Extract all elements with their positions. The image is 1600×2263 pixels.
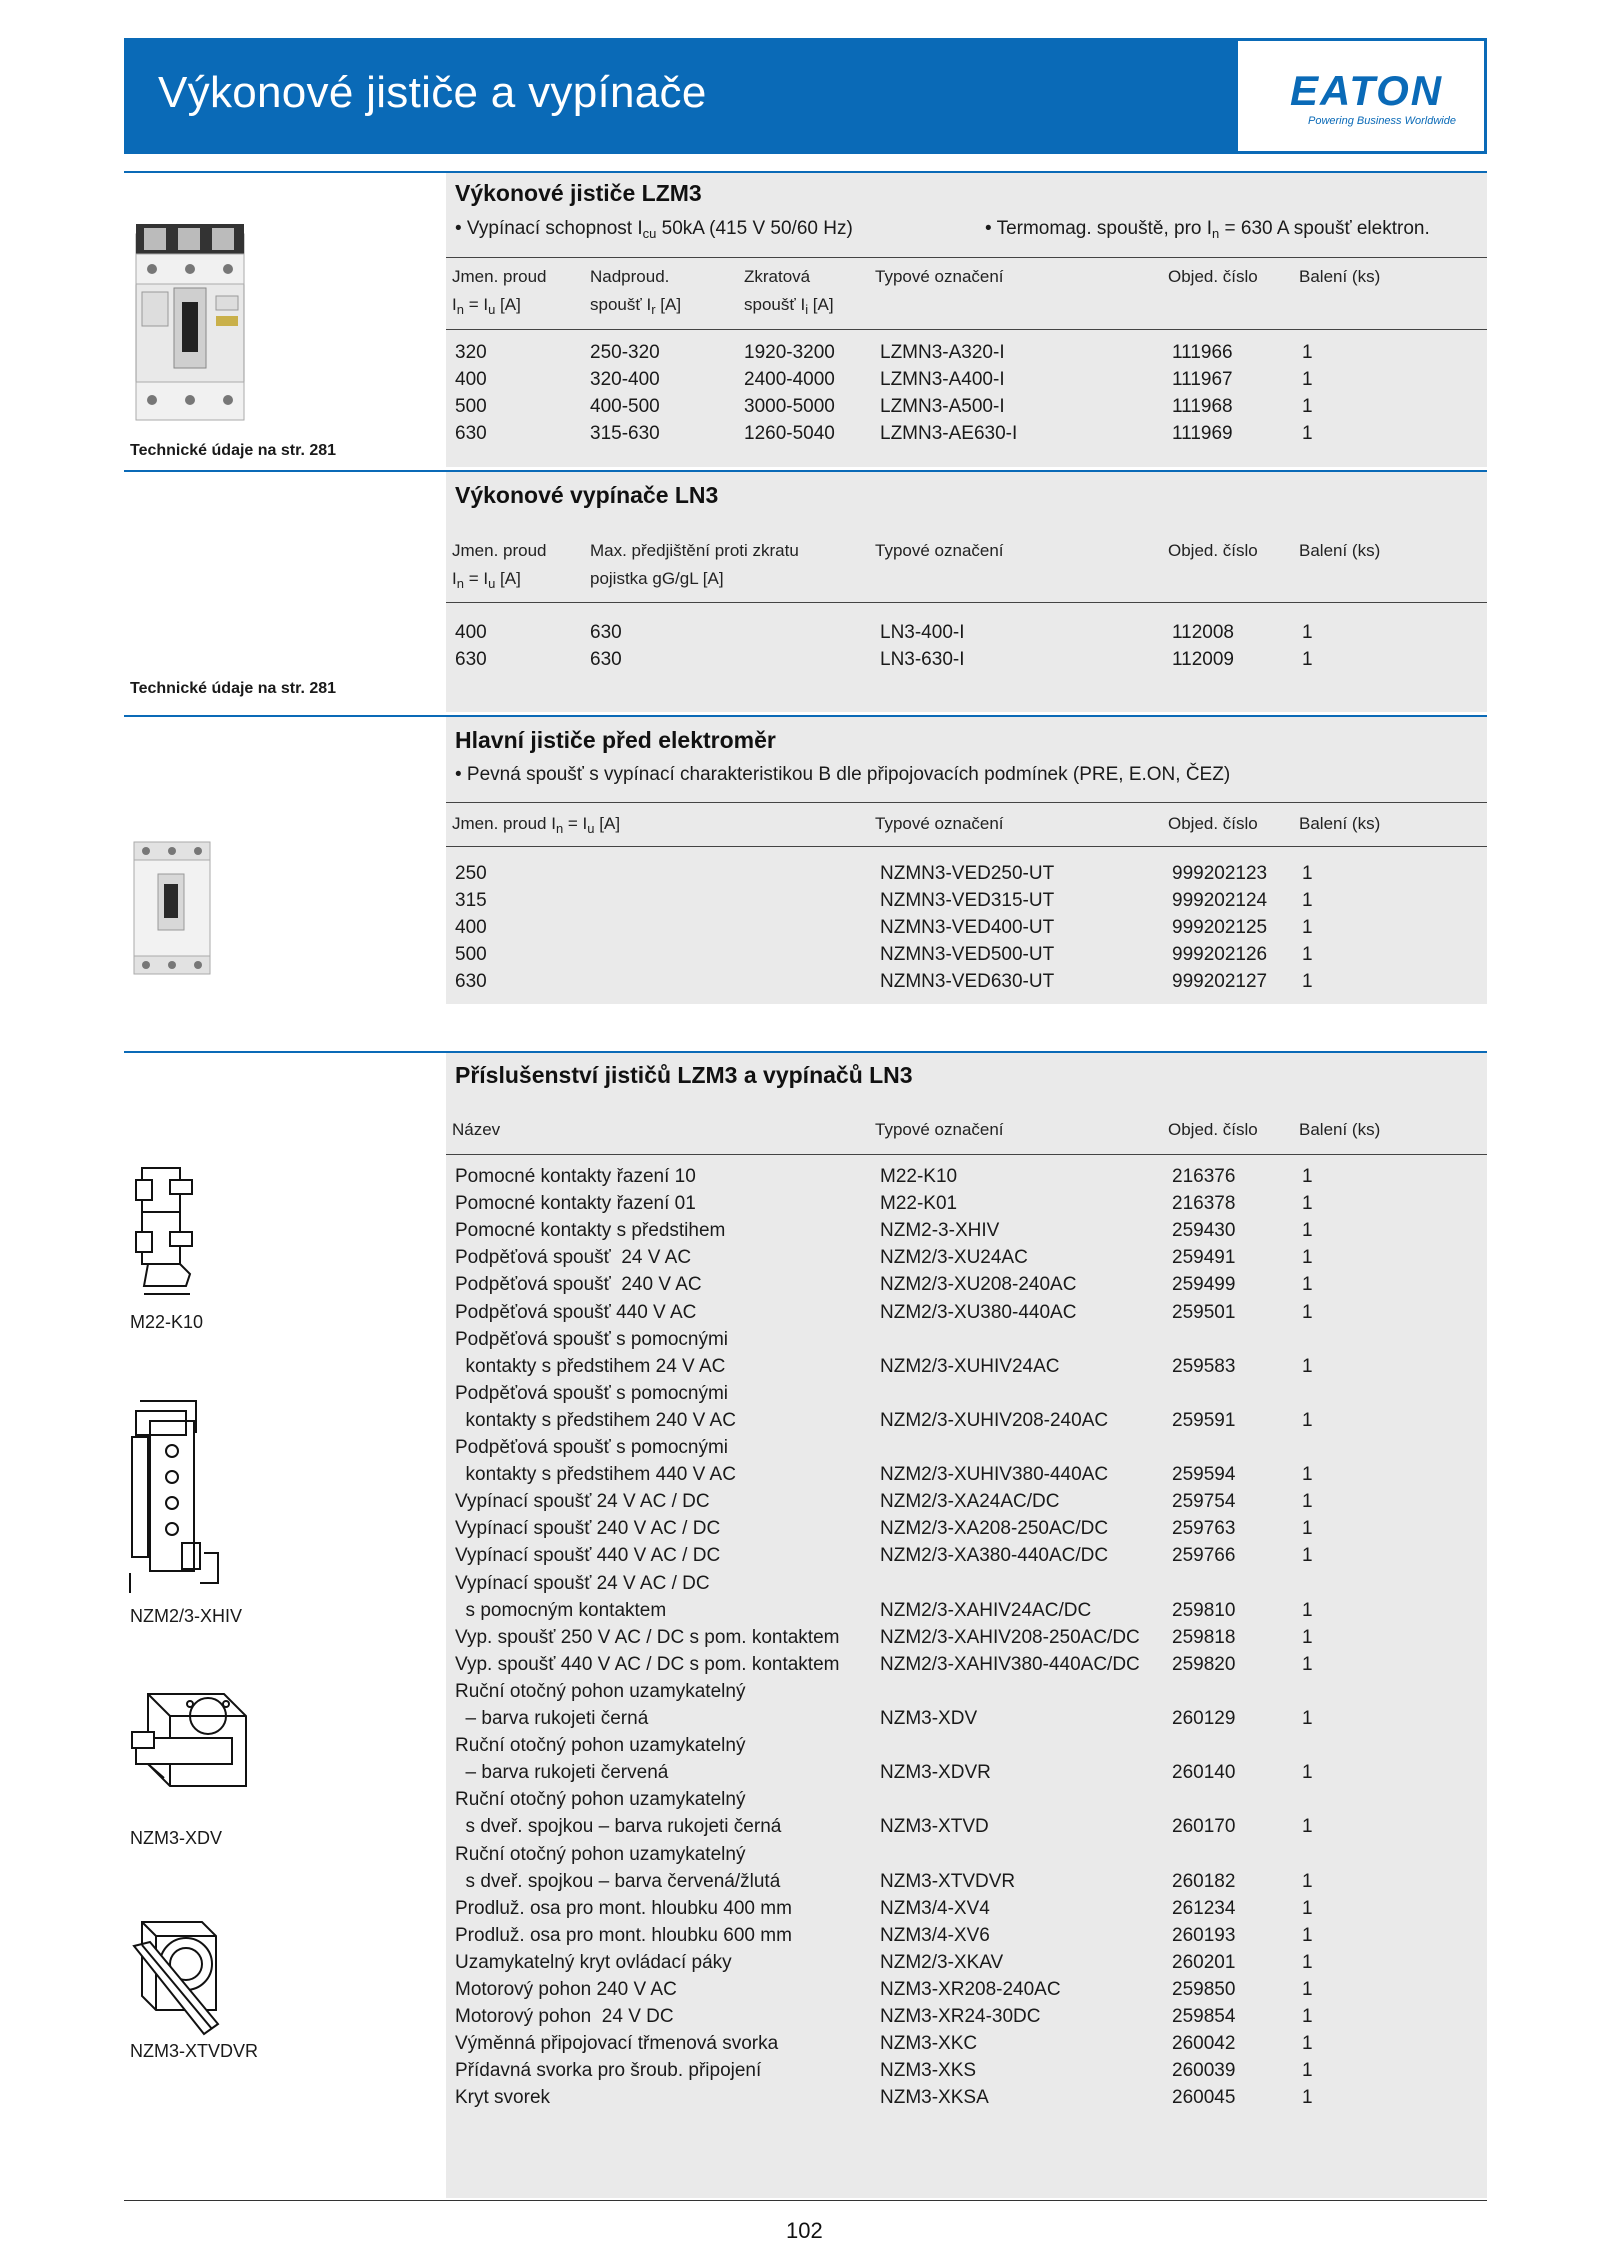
table-cell: 259583 [1172,1355,1236,1377]
table-cell: 259850 [1172,1979,1236,2000]
divider [446,602,1487,603]
divider [446,846,1487,847]
divider [446,802,1487,803]
bullet-fixed-trip: • Pevná spoušť s vypínací charakteristikou B dle připojovacích podmínek (PRE, E.ON, ČEZ) [455,764,1231,785]
table-cell: Vypínací spoušť 24 V AC / DC [455,1572,710,1594]
table-cell: 1 [1302,2060,1313,2082]
table-cell: 999202125 [1172,917,1268,938]
col-header-rated-current: Jmen. proud [452,541,547,560]
table-cell: 999202124 [1172,890,1268,911]
table-cell: 260140 [1172,1762,1236,1784]
table-cell: LZMN3-A400-I [880,369,1005,390]
col-header-rated-current: Jmen. proud [452,267,547,286]
table-cell: 1 [1302,1274,1313,1296]
eaton-logo [1238,41,1484,151]
table-cell: 260193 [1172,1924,1236,1946]
table-cell: NZM3-XDV [880,1708,978,1729]
table-cell: 1 [1302,342,1313,363]
table-cell: NZM3/4-XV4 [880,1897,990,1919]
table-cell: 1 [1302,1979,1313,2000]
table-cell: 260182 [1172,1870,1236,1892]
table-cell: Vyp. spoušť 250 V AC / DC s pom. kontaktem [455,1626,840,1648]
table-cell: 3000-5000 [744,396,835,417]
table-cell: 1 [1302,622,1313,643]
table-cell: M22-K10 [880,1166,958,1187]
table-cell: 1 [1302,369,1313,390]
col-header-pack: Balení (ks) [1299,814,1381,833]
table-cell: NZM2/3-XUHIV24AC [880,1355,1060,1377]
table-cell: NZM2/3-XU24AC [880,1247,1028,1269]
m22-k10-drawing [130,1166,210,1301]
divider [446,329,1487,330]
bullet-breaking-capacity: • Vypínací schopnost $I_{cu}$ 50kA (415 V 50/60 Hz) [455,218,853,241]
table-cell: 1 [1302,1355,1313,1377]
col-header-rated-current-unit: $I_n = I_u$ [A] [452,295,521,317]
table-cell: NZMN3-VED315-UT [880,890,1055,911]
table-cell: Pomocné kontakty řazení 01 [455,1193,696,1215]
table-cell: 259430 [1172,1220,1236,1242]
table-cell: Vyp. spoušť 440 V AC / DC s pom. kontaktem [455,1653,840,1675]
col-header-overload: Nadproud. [590,267,670,286]
table-cell: NZM3-XKC [880,2033,978,2055]
section-title-ln3: Výkonové vypínače LN3 [455,482,719,508]
table-cell: – barva rukojeti černá [455,1708,649,1729]
table-cell: 260039 [1172,2060,1236,2082]
table-cell: 1 [1302,1951,1313,1973]
divider [446,1154,1487,1155]
table-cell: 1 [1302,1870,1313,1892]
table-cell: 1 [1302,423,1313,444]
tech-data-note: Technické údaje na str. 281 [130,680,337,697]
table-cell: 250-320 [590,342,660,363]
table-cell: 630 [455,971,487,992]
col-header-name: Název [452,1120,501,1139]
table-cell: 260045 [1172,2087,1236,2109]
table-cell: 1 [1302,1653,1313,1675]
table-cell: NZM2/3-XKAV [880,1951,1004,1973]
col-header-type: Typové označení [875,814,1004,833]
table-cell: NZM2/3-XU208-240AC [880,1274,1077,1296]
table-cell: LN3-400-I [880,622,965,643]
table-cell: NZM2/3-XA24AC/DC [880,1491,1060,1513]
table-cell: 400-500 [590,396,660,417]
table-cell: M22-K01 [880,1193,958,1215]
nzm3-xtvdvr-drawing [128,1912,228,2042]
table-cell: 1 [1302,1301,1313,1323]
table-cell: 261234 [1172,1897,1236,1919]
table-cell: Motorový pohon 240 V AC [455,1979,677,2000]
table-cell: Ruční otočný pohon uzamykatelný [455,1735,746,1757]
table-cell: Kryt svorek [455,2087,551,2109]
col-header-order-no: Objed. číslo [1168,541,1258,560]
table-cell: 1 [1302,1166,1313,1187]
table-cell: 112009 [1172,649,1234,670]
col-header-order-no: Objed. číslo [1168,267,1258,286]
table-cell: 999202123 [1172,863,1268,884]
table-cell: 1920-3200 [744,342,835,363]
table-cell: 260170 [1172,1816,1236,1838]
footer-rule [124,2200,1487,2201]
table-cell: NZM3-XKS [880,2060,977,2082]
table-cell: 1 [1302,1599,1313,1621]
logo-wordmark: EATON [1290,67,1444,114]
table-cell: kontakty s předstihem 440 V AC [455,1464,736,1486]
col-header-type: Typové označení [875,267,1004,286]
table-cell: 320 [455,342,487,363]
table-cell: 259594 [1172,1464,1236,1486]
table-cell: 400 [455,622,487,643]
table-cell: NZM3-XTVDVR [880,1870,1016,1892]
table-cell: Vypínací spoušť 24 V AC / DC [455,1491,710,1513]
table-cell: 259499 [1172,1274,1236,1296]
table-cell: LZMN3-A320-I [880,342,1005,363]
table-cell: 1 [1302,863,1313,884]
col-header-backup-fuse: Max. předjištění proti zkratu [590,541,799,560]
lzm3-breaker-image [130,222,250,424]
table-cell: 630 [455,649,487,670]
col-header-rated-current: Jmen. proud $I_n = I_u$ [A] [452,814,621,836]
col-header-overload-unit: spoušť $I_r$ [A] [590,295,682,317]
nzm2-3-xhiv-drawing [126,1393,226,1593]
table-cell: 259763 [1172,1518,1236,1540]
table-cell: LZMN3-A500-I [880,396,1005,417]
table-cell: NZMN3-VED400-UT [880,917,1055,938]
table-cell: kontakty s předstihem 240 V AC [455,1409,736,1431]
col-header-type: Typové označení [875,1120,1004,1139]
table-cell: NZM2/3-XA208-250AC/DC [880,1518,1109,1540]
table-cell: 1 [1302,649,1313,670]
table-cell: 1260-5040 [744,423,835,444]
table-cell: NZM2/3-XAHIV208-250AC/DC [880,1626,1140,1648]
table-cell: 260129 [1172,1708,1236,1729]
table-cell: NZM2-3-XHIV [880,1220,1000,1242]
table-cell: 1 [1302,2087,1313,2109]
table-cell: 259810 [1172,1599,1236,1621]
image-caption: NZM2/3-XHIV [130,1606,243,1626]
col-header-pack: Balení (ks) [1299,541,1381,560]
table-cell: 111967 [1172,369,1233,390]
table-cell: 260042 [1172,2033,1236,2055]
table-cell: NZM3-XR208-240AC [880,1979,1061,2000]
table-cell: Podpěťová spoušť 24 V AC [455,1247,692,1269]
table-cell: Ruční otočný pohon uzamykatelný [455,1843,746,1865]
section-title-meter-breakers: Hlavní jističe před elektroměr [455,727,776,753]
col-header-order-no: Objed. číslo [1168,1120,1258,1139]
table-cell: 1 [1302,1491,1313,1513]
table-cell: 315 [455,890,487,911]
table-cell: NZMN3-VED250-UT [880,863,1055,884]
table-cell: NZM3-XDVR [880,1762,991,1784]
table-cell: 1 [1302,944,1313,965]
table-cell: 1 [1302,1247,1313,1269]
table-cell: s dveř. spojkou – barva červená/žlutá [455,1870,781,1892]
section-title-lzm3: Výkonové jističe LZM3 [455,180,702,206]
table-cell: 259766 [1172,1545,1236,1567]
table-cell: Podpěťová spoušť 440 V AC [455,1301,697,1323]
table-cell: 320-400 [590,369,660,390]
table-cell: 1 [1302,1816,1313,1838]
table-cell: Uzamykatelný kryt ovládací páky [455,1951,732,1973]
divider [446,257,1487,258]
image-caption: NZM3-XTVDVR [130,2041,259,2061]
table-cell: NZMN3-VED630-UT [880,971,1055,992]
table-cell: NZM2/3-XAHIV380-440AC/DC [880,1653,1140,1675]
table-cell: 1 [1302,1518,1313,1540]
table-cell: s dveř. spojkou – barva rukojeti černá [455,1816,782,1838]
table-cell: 259818 [1172,1626,1236,1648]
table-cell: NZM3-XTVD [880,1816,989,1838]
table-cell: 111969 [1172,423,1233,444]
table-cell: 1 [1302,1708,1313,1729]
page-number: 102 [786,2218,823,2243]
table-cell: – barva rukojeti červená [455,1762,669,1784]
table-cell: Vypínací spoušť 440 V AC / DC [455,1545,721,1567]
table-cell: 1 [1302,1924,1313,1946]
table-cell: LN3-630-I [880,649,965,670]
table-cell: NZM3-XKSA [880,2087,989,2109]
table-cell: 259491 [1172,1247,1236,1269]
table-cell: NZM3/4-XV6 [880,1924,990,1946]
table-cell: 1 [1302,1897,1313,1919]
table-cell: 2400-4000 [744,369,835,390]
table-cell: NZM2/3-XAHIV24AC/DC [880,1599,1092,1621]
col-header-pack: Balení (ks) [1299,1120,1381,1139]
table-cell: NZM2/3-XUHIV380-440AC [880,1464,1109,1486]
table-cell: Podpěťová spoušť s pomocnými [455,1382,729,1404]
table-cell: 259854 [1172,2006,1236,2028]
col-header-short-circuit-unit: spoušť $I_i$ [A] [744,295,834,317]
table-cell: 630 [455,423,487,444]
table-cell: Výměnná připojovací třmenová svorka [455,2033,779,2055]
table-cell: Ruční otočný pohon uzamykatelný [455,1680,746,1702]
table-cell: LZMN3-AE630-I [880,423,1018,444]
nzm3-xdv-drawing [128,1686,258,1798]
table-cell: 259501 [1172,1301,1236,1323]
table-cell: 315-630 [590,423,660,444]
table-cell: 500 [455,944,487,965]
col-header-short-circuit: Zkratová [744,267,811,286]
table-cell: 260201 [1172,1951,1236,1973]
table-cell: NZM2/3-XUHIV208-240AC [880,1409,1109,1431]
table-cell: NZM2/3-XU380-440AC [880,1301,1077,1323]
table-cell: 1 [1302,396,1313,417]
col-header-rated-current-unit: $I_n = I_u$ [A] [452,569,521,591]
table-cell: Vypínací spoušť 240 V AC / DC [455,1518,721,1540]
table-cell: Podpěťová spoušť s pomocnými [455,1328,729,1350]
table-cell: 630 [590,622,622,643]
table-cell: 259591 [1172,1409,1236,1431]
table-cell: 400 [455,917,487,938]
table-cell: Pomocné kontakty s předstihem [455,1220,726,1242]
table-cell: 111966 [1172,342,1233,363]
table-cell: 1 [1302,2033,1313,2055]
table-cell: Prodluž. osa pro mont. hloubku 600 mm [455,1924,792,1946]
table-cell: 1 [1302,971,1313,992]
table-cell: 1 [1302,1464,1313,1486]
tech-data-note: Technické údaje na str. 281 [130,442,337,459]
table-cell: 1 [1302,1545,1313,1567]
table-cell: 500 [455,396,487,417]
table-cell: 111968 [1172,396,1233,417]
col-header-pack: Balení (ks) [1299,267,1381,286]
table-cell: 112008 [1172,622,1234,643]
table-cell: 1 [1302,2006,1313,2028]
table-cell: Ruční otočný pohon uzamykatelný [455,1789,746,1811]
table-cell: 259754 [1172,1491,1236,1513]
table-cell: 1 [1302,1762,1313,1784]
bullet-trip-units: • Termomag. spouště, pro $I_n = 630$ A spoušť elektron. [985,218,1430,241]
page-header [124,38,1487,154]
table-cell: Podpěťová spoušť 240 V AC [455,1274,702,1296]
table-cell: 1 [1302,1193,1313,1215]
table-cell: 1 [1302,917,1313,938]
table-cell: Podpěťová spoušť s pomocnými [455,1437,729,1458]
image-caption: M22-K10 [130,1312,204,1332]
nzmn3-ved-breaker-image [130,838,214,978]
table-cell: Pomocné kontakty řazení 10 [455,1166,696,1187]
table-cell: 630 [590,649,622,670]
table-cell: 216376 [1172,1166,1236,1187]
table-cell: 400 [455,369,487,390]
page-title: Výkonové jističe a vypínače [158,68,707,117]
col-header-backup-fuse-unit: pojistka gG/gL [A] [590,569,724,588]
table-cell: Prodluž. osa pro mont. hloubku 400 mm [455,1897,792,1919]
table-cell: s pomocným kontaktem [455,1599,667,1621]
table-cell: 1 [1302,1409,1313,1431]
table-cell: Motorový pohon 24 V DC [455,2006,674,2028]
image-caption: NZM3-XDV [130,1828,223,1848]
col-header-order-no: Objed. číslo [1168,814,1258,833]
table-cell: 999202127 [1172,971,1268,992]
table-cell: 1 [1302,890,1313,911]
table-cell: kontakty s předstihem 24 V AC [455,1355,726,1377]
table-cell: NZM3-XR24-30DC [880,2006,1041,2028]
table-cell: 259820 [1172,1653,1236,1675]
table-cell: NZMN3-VED500-UT [880,944,1055,965]
table-cell: NZM2/3-XA380-440AC/DC [880,1545,1109,1567]
table-cell: 250 [455,863,487,884]
table-cell: Přídavná svorka pro šroub. připojení [455,2060,762,2082]
table-cell: 216378 [1172,1193,1236,1215]
logo-tagline: Powering Business Worldwide [1308,115,1456,127]
col-header-type: Typové označení [875,541,1004,560]
section-title-accessories: Příslušenství jističů LZM3 a vypínačů LN3 [455,1062,913,1088]
table-cell: 999202126 [1172,944,1268,965]
table-cell: 1 [1302,1220,1313,1242]
table-cell: 1 [1302,1626,1313,1648]
